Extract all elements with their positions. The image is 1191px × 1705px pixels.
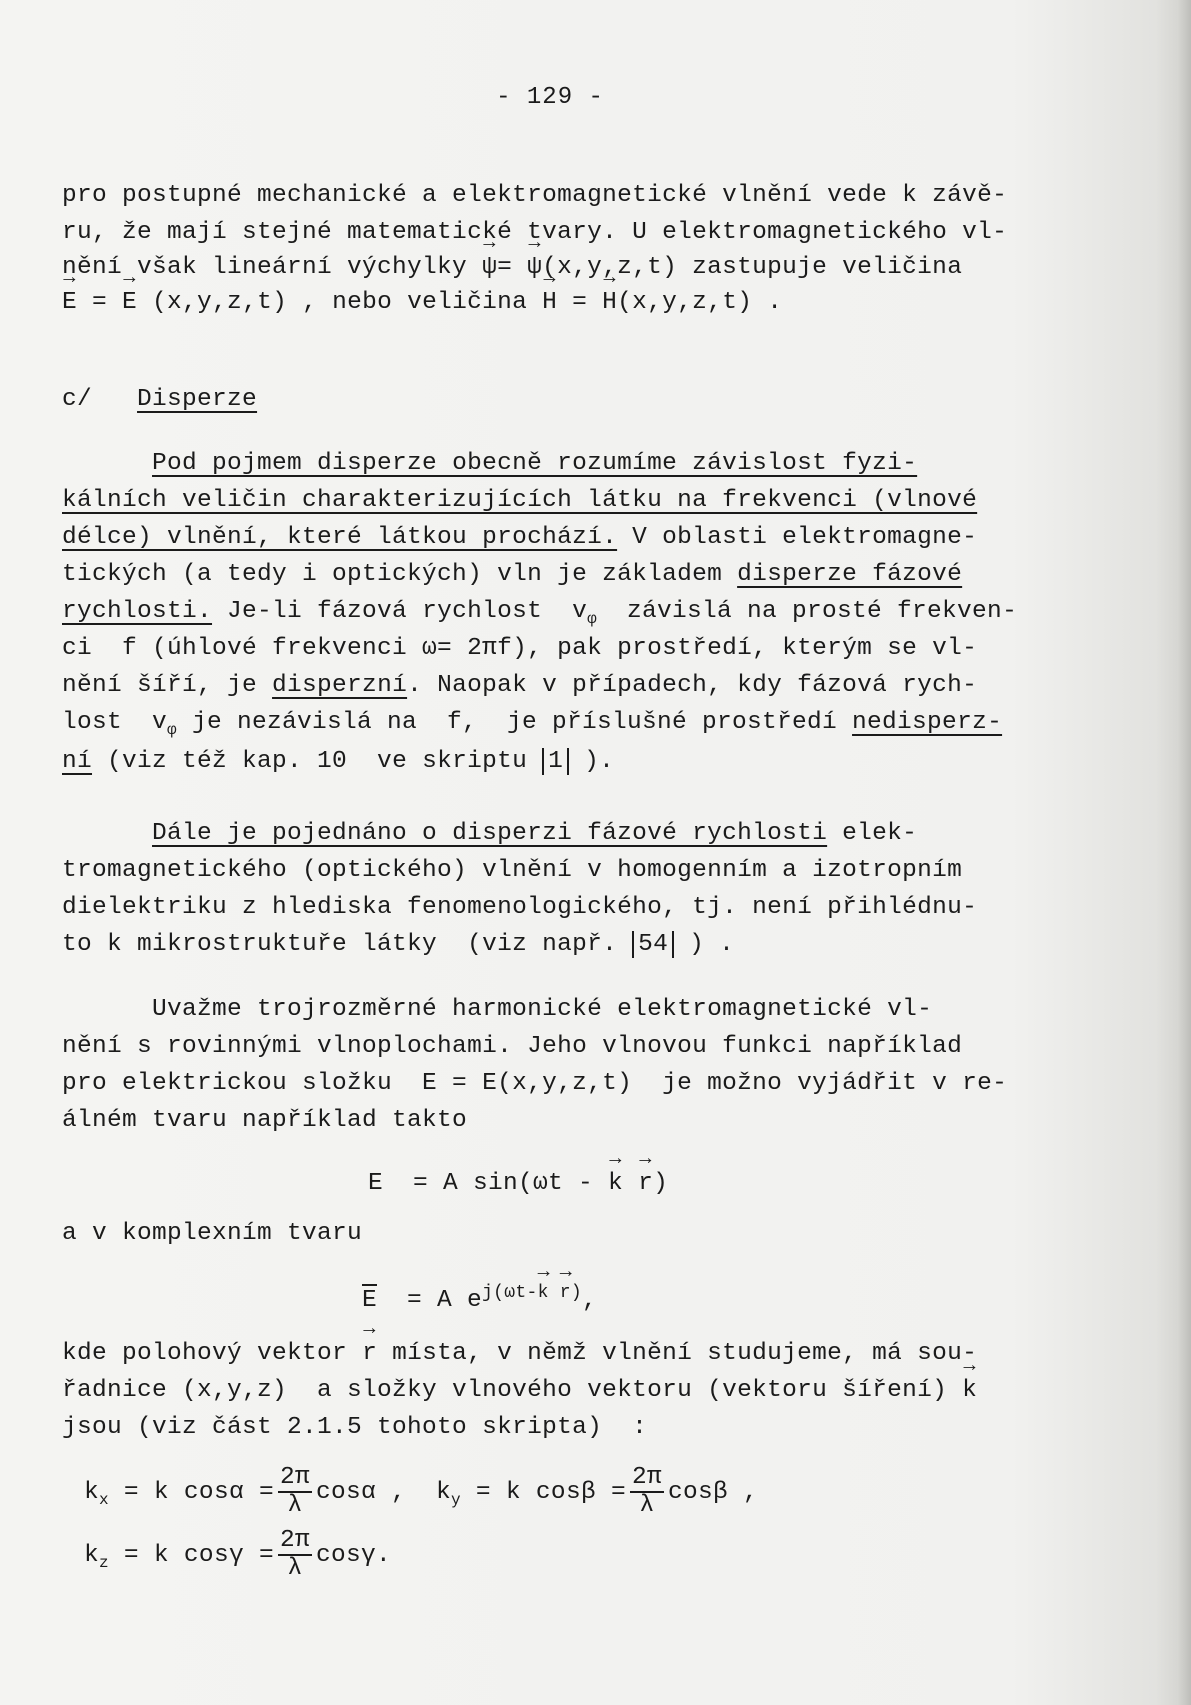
text-span: ) . <box>674 931 735 958</box>
text-line: pro elektrickou složku E = E(x,y,z,t) je možno vyjádřit v re- <box>62 1070 1008 1097</box>
subscript: φ <box>167 720 177 739</box>
section-label: c/ <box>62 386 93 413</box>
text-line: dielektriku z hlediska fenomenologického, tj. není přihlédnu- <box>62 894 978 921</box>
text-span: délce) vlnění, které látkou prochází. <box>62 524 618 551</box>
text-line: tromagnetického (optického) vlnění v homogenním a izotropním <box>62 857 963 884</box>
eq-text: cosα , <box>315 1479 406 1507</box>
numerator: 2π <box>631 1464 662 1491</box>
text-span: místa, v němž vlnění studujeme, má sou- <box>377 1340 978 1367</box>
eq-text: k <box>84 1479 100 1507</box>
text-span: (viz též kap. 10 ve skriptu <box>92 748 543 775</box>
text-line <box>62 1377 977 1404</box>
indent <box>62 450 152 477</box>
citation-bracket: 54 <box>632 931 674 958</box>
text-span: disperze fázové <box>737 561 963 588</box>
denominator: λ <box>639 1491 655 1519</box>
text-span: (x,y,z,t) , nebo veličina <box>137 289 543 316</box>
text-line: jsou (viz část 2.1.5 tohoto skripta) : <box>62 1414 648 1441</box>
text-line <box>62 748 614 775</box>
fraction <box>630 1465 664 1518</box>
eq-text: cosβ , <box>667 1479 758 1507</box>
text-span: = <box>497 254 528 281</box>
text-span: disperzní <box>272 672 408 699</box>
eq-text: k <box>436 1479 452 1507</box>
text-span: ní <box>62 748 93 775</box>
text-line: álném tvaru například takto <box>62 1107 468 1134</box>
text-span: nění však lineární výchylky <box>62 254 483 281</box>
text-span: V oblasti elektromagne- <box>617 524 978 551</box>
text-line: nění s rovinnými vlnoplochami. Jeho vlnovou funkci například <box>62 1033 963 1060</box>
e-vector: → E <box>122 289 137 316</box>
eq-text: = A e <box>377 1287 483 1315</box>
text-span: elek- <box>827 820 918 847</box>
subscript: φ <box>587 609 597 628</box>
text-span: závislá na prosté frekven- <box>597 598 1018 625</box>
text-span: lost v <box>62 709 168 736</box>
eq-text: = k cosγ = <box>108 1542 274 1570</box>
section-title: Disperze <box>137 386 258 413</box>
text-span: to k mikrostruktuře látky (viz např. <box>62 931 633 958</box>
fraction <box>278 1528 312 1581</box>
text-line <box>62 709 1002 739</box>
text-span: Dále je pojednáno o disperzi fázové rychlosti <box>152 820 828 847</box>
exponent <box>482 1283 582 1303</box>
psi-vector: → ψ <box>482 254 497 281</box>
text-line: a v komplexním tvaru <box>62 1220 363 1247</box>
text-span: rychlosti. <box>62 598 213 625</box>
psi-vector: → ψ <box>527 254 542 281</box>
text-line <box>62 931 734 958</box>
subscript: z <box>99 1554 109 1573</box>
text-line: ci f (úhlové frekvenci ω= 2πf), pak prostředí, kterým se vl- <box>62 635 978 662</box>
text-span: je nezávislá na f, je příslušné prostředí <box>176 709 853 736</box>
text-span: = <box>557 289 603 316</box>
text-span: nění šíří, je <box>62 672 273 699</box>
text-span: kálních veličin charakterizujících látku na frekvenci (vlnové <box>62 487 978 514</box>
text-span: = <box>77 289 123 316</box>
text-span: tických (a tedy i optických) vln je základem <box>62 561 738 588</box>
eq-text: = k cosα = <box>108 1479 274 1507</box>
text-span: ). <box>569 748 615 775</box>
text-line <box>62 524 977 551</box>
text-line <box>62 450 917 477</box>
h-vector: → H <box>602 289 617 316</box>
eq-text: ) <box>653 1170 669 1197</box>
subscript: y <box>451 1491 461 1510</box>
fraction <box>278 1465 312 1518</box>
text-line: ru, že mají stejné matematické tvary. U elektromagnetického vl- <box>62 219 1008 246</box>
text-span: nedisperz- <box>852 709 1003 736</box>
k-vector: → k <box>962 1377 977 1404</box>
text-line <box>62 598 1017 628</box>
text-span: řadnice (x,y,z) a složky vlnového vektoru (vektoru šíření) <box>62 1377 963 1404</box>
exp-text: ) <box>570 1283 582 1303</box>
e-vector: → E <box>62 289 77 316</box>
text-line <box>62 561 962 588</box>
r-vector: → r <box>638 1170 653 1197</box>
equation-complex <box>362 1283 597 1314</box>
k-vector: → k <box>538 1283 549 1303</box>
denominator: λ <box>287 1554 303 1582</box>
text-span: (x,y,z,t) . <box>617 289 783 316</box>
eq-text: cosγ. <box>315 1542 391 1570</box>
subscript: x <box>99 1491 109 1510</box>
equation-real <box>368 1170 668 1197</box>
text-line <box>62 672 977 699</box>
text-line <box>62 289 782 316</box>
eq-text: E = A sin(ωt - <box>368 1170 609 1197</box>
text-line: pro postupné mechanické a elektromagnetické vlnění vede k závě- <box>62 182 1008 209</box>
k-vector: → k <box>608 1170 623 1197</box>
equation-kx-ky <box>84 1465 758 1518</box>
r-vector: → r <box>362 1340 377 1367</box>
exp-text: j(ωt- <box>482 1283 538 1303</box>
eq-text: = k cosβ = <box>460 1479 626 1507</box>
e-complex: E <box>362 1284 377 1314</box>
text-span: Je-li fázová rychlost v <box>212 598 588 625</box>
text-line: Uvažme trojrozměrné harmonické elektromagnetické vl- <box>62 996 933 1023</box>
text-line <box>62 487 977 514</box>
section-heading <box>62 386 257 413</box>
text-span: (x,y,z,t) zastupuje veličina <box>542 254 963 281</box>
equation-kz <box>84 1528 391 1581</box>
text-line <box>62 820 917 847</box>
indent <box>62 820 152 847</box>
numerator: 2π <box>279 1464 310 1491</box>
text-span: Pod pojmem disperze obecně rozumíme závislost fyzi- <box>152 450 918 477</box>
page-edge-shadow <box>1177 0 1191 1705</box>
citation-bracket: 1 <box>542 748 569 775</box>
r-vector: → r <box>560 1283 571 1303</box>
numerator: 2π <box>279 1527 310 1554</box>
page-number: - 129 - <box>496 84 604 111</box>
denominator: λ <box>287 1491 303 1519</box>
text-line <box>62 254 962 281</box>
text-span: . Naopak v případech, kdy fázová rych- <box>407 672 978 699</box>
eq-text: k <box>84 1542 100 1570</box>
h-vector: → H <box>542 289 557 316</box>
eq-text: , <box>582 1287 598 1315</box>
text-span: kde polohový vektor <box>62 1340 363 1367</box>
text-line <box>62 1340 977 1367</box>
